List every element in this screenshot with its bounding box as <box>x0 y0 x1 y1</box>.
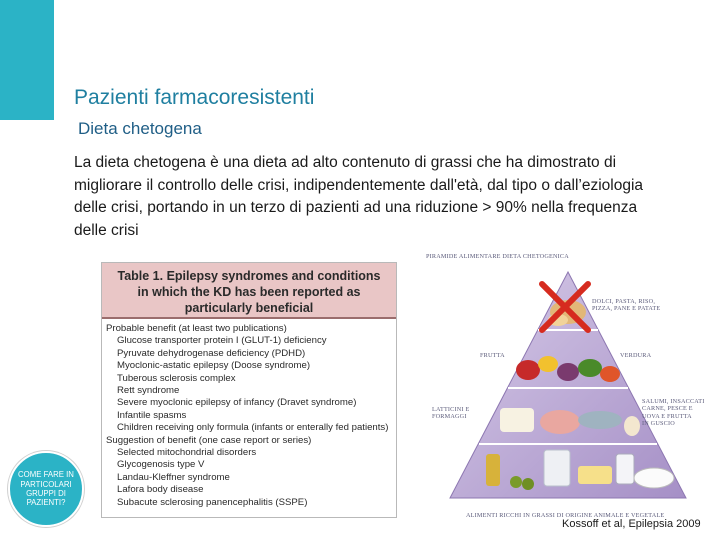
apple-icon <box>516 360 540 380</box>
meat-icon <box>540 410 580 434</box>
lettuce-icon <box>578 359 602 377</box>
egg-icon <box>624 416 640 436</box>
table-section-header: Probable benefit (at least two publications) <box>106 323 287 334</box>
badge-label: COME FARE IN PARTICOLARI GRUPPI DI PAZIENTI? <box>18 470 74 508</box>
butter-icon <box>578 466 612 484</box>
table-row: Severe myoclonic epilepsy of infancy (Dravet syndrome) <box>117 397 357 409</box>
carrot-icon <box>600 366 620 382</box>
table-row: Glucose transporter protein I (GLUT-1) deficiency <box>117 335 327 347</box>
grapes-icon <box>557 363 579 381</box>
banana-icon <box>538 356 558 372</box>
patient-groups-badge[interactable] <box>8 451 84 527</box>
table-row: Glycogenosis type V <box>117 459 205 471</box>
slide-subtitle: Dieta chetogena <box>78 119 202 138</box>
table-row: Rett syndrome <box>117 385 180 397</box>
table-title-line: particularly beneficial <box>184 301 314 315</box>
table-section-header: Suggestion of benefit (one case report or series) <box>106 434 312 446</box>
citation: Kossoff et al, Epilepsia 2009 <box>562 518 701 530</box>
pyramid-title: PIRAMIDE ALIMENTARE DIETA CHETOGENICA <box>426 253 569 260</box>
table-row: Myoclonic-astatic epilepsy (Doose syndrome) <box>117 360 311 372</box>
pyramid-graphic <box>420 250 712 522</box>
pyramid-label-line: UOVA E FRUTTA <box>642 412 692 420</box>
pyramid-label-dairy <box>432 406 469 421</box>
table-body <box>102 319 396 509</box>
milk-bottle-icon <box>616 454 634 484</box>
pyramid-label-fruit: FRUTTA <box>480 352 505 359</box>
table-title <box>102 263 396 319</box>
table-row: Infantile spasms <box>117 409 187 421</box>
pyramid-label-top <box>592 298 660 313</box>
table-row: Lafora body disease <box>117 484 204 496</box>
slide-title: Pazienti farmacoresistenti <box>74 86 315 109</box>
pyramid-label-line: LATTICINI E <box>432 406 470 413</box>
olive-icon <box>510 476 522 488</box>
pyramid-label-line: FORMAGGI <box>432 413 467 421</box>
slide-body: La dieta chetogena è una dieta ad alto contenuto di grassi che ha dimostrato di migliorare il controllo delle crisi, indipendentemente dall'età, dal tipo o dall’eziologia delle crisi, portando in un terzo di pazienti ad una riduzione > 90% nella frequenza delle crisi <box>74 154 644 239</box>
table-row: Children receiving only formula (infants or enterally fed patients) <box>117 422 389 434</box>
pyramid-label-bottom: ALIMENTI RICCHI IN GRASSI DI ORIGINE ANIMALE E VEGETALE <box>466 512 665 519</box>
ketogenic-food-pyramid <box>420 250 712 522</box>
olive-icon <box>522 478 534 490</box>
table-row: Pyruvate dehydrogenase deficiency (PDHD) <box>117 347 306 359</box>
pyramid-label-meat <box>642 398 705 428</box>
table-row: Landau-Kleffner syndrome <box>117 471 230 483</box>
pyramid-label-line: DOLCI, PASTA, RISO, <box>592 298 656 305</box>
epilepsy-syndromes-table <box>101 262 397 518</box>
fish-icon <box>578 411 622 429</box>
pyramid-label-line: CARNE, PESCE E <box>642 405 693 413</box>
accent-bar <box>0 0 54 120</box>
pyramid-label-vegetables: VERDURA <box>620 352 652 359</box>
pyramid-label-line: SALUMI, INSACCATI <box>642 398 705 405</box>
pyramid-label-line: PIZZA, PANE E PATATE <box>592 305 661 313</box>
table-row: Tuberous sclerosis complex <box>117 372 236 384</box>
table-row: Selected mitochondrial disorders <box>117 447 257 459</box>
cheese-icon <box>500 408 534 432</box>
oil-bottle-icon <box>486 454 500 486</box>
cream-bowl-icon <box>634 468 674 488</box>
pyramid-label-line: IN GUSCIO <box>642 420 675 428</box>
table-row: Subacute sclerosing panencephalitis (SSPE) <box>117 496 308 508</box>
table-title-line: in which the KD has been reported as <box>137 285 361 299</box>
formula-can-icon <box>544 450 570 486</box>
table-title-line: Table 1. Epilepsy syndromes and conditions <box>117 269 381 283</box>
